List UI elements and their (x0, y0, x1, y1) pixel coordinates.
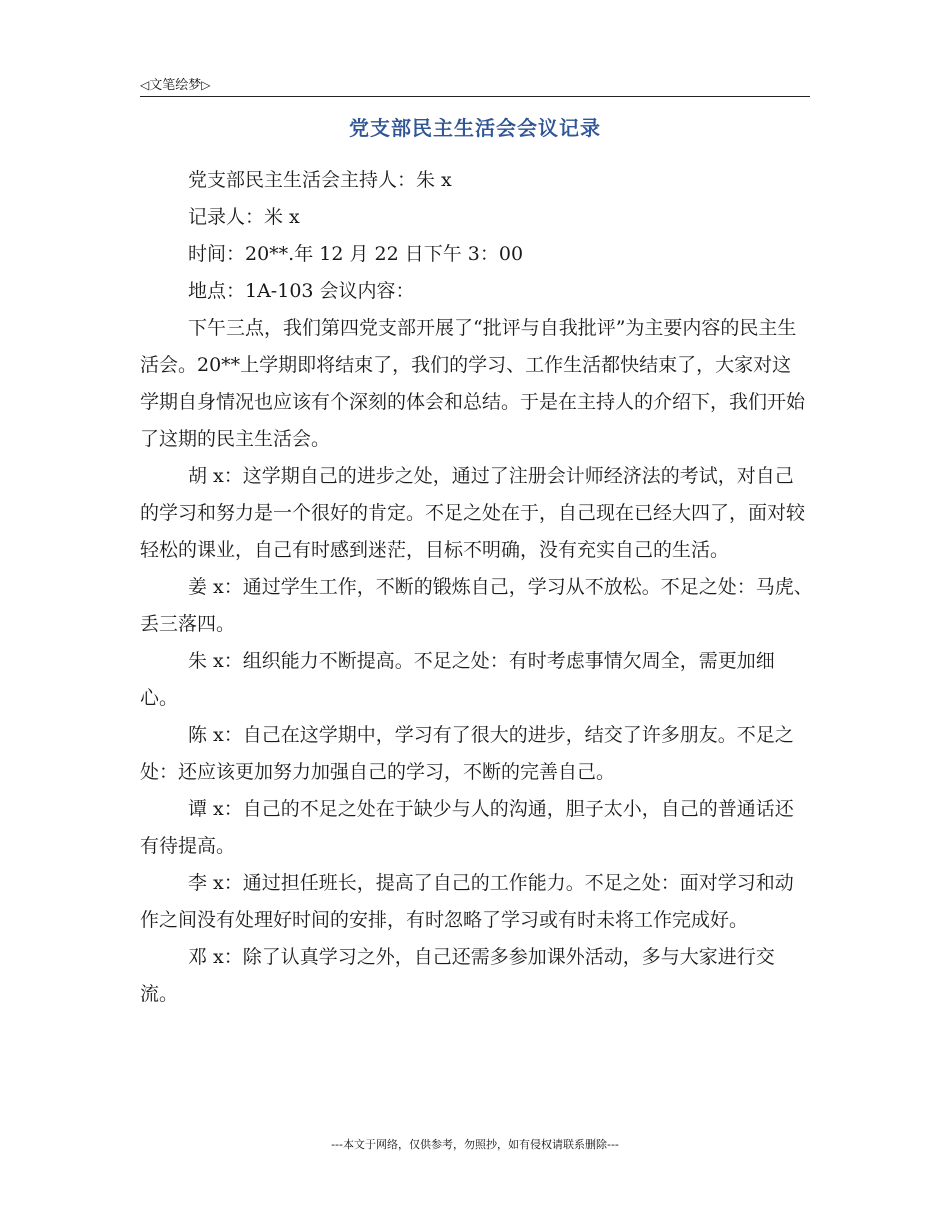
brand-name: 文笔绘梦 (149, 78, 202, 93)
statement-paragraph: 邓 x：除了认真学习之外，自己还需多参加课外活动，多与大家进行交流。 (140, 946, 775, 1005)
meta-location: 地点：1A-103 会议内容： (188, 280, 415, 302)
statement-paragraph: 朱 x：组织能力不断提高。不足之处：有时考虑事情欠周全，需更加细心。 (140, 650, 775, 709)
statement-paragraph: 姜 x：通过学生工作，不断的锻炼自己，学习从不放松。不足之处：马虎、丢三落四。 (140, 576, 813, 635)
header-brand (140, 74, 210, 93)
right-triangle-icon: ▷ (201, 78, 211, 92)
statement-paragraph: 胡 x：这学期自己的进步之处，通过了注册会计师经济法的考试，对自己的学习和努力是一个很好的肯定。不足之处在于，自己现在已经大四了，面对较轻松的课业，自己有时感到迷茫，目标不明确，没有充实自己的生活。 (140, 465, 806, 561)
statement-paragraph: 陈 x：自己在这学期中，学习有了很大的进步，结交了许多朋友。不足之处：还应该更加努力加强自己的学习，不断的完善自己。 (140, 724, 794, 783)
statement-paragraph: 李 x：通过担任班长，提高了自己的工作能力。不足之处：面对学习和动作之间没有处理好时间的安排，有时忽略了学习或有时未将工作完成好。 (140, 872, 794, 931)
left-triangle-icon: ◁ (140, 78, 150, 92)
document-body (140, 162, 830, 1013)
meta-recorder: 记录人：米 x (188, 206, 300, 228)
meta-host: 党支部民主生活会主持人：朱 x (188, 169, 452, 191)
intro-paragraph: 下午三点，我们第四党支部开展了“批评与自我批评”为主要内容的民主生活会。20**上学期即将结束了，我们的学习、工作生活都快结束了，大家对这学期自身情况也应该有个深刻的体会和总结。于是在主持人的介绍下，我们开始了这期的民主生活会。 (140, 317, 806, 450)
statement-paragraph: 谭 x：自己的不足之处在于缺少与人的沟通，胆子太小，自己的普通话还有待提高。 (140, 798, 794, 857)
meta-time: 时间：20**.年 12 月 22 日下午 3：00 (188, 243, 524, 265)
page-header (140, 72, 810, 97)
footer-notice: ---本文于网络，仅供参考，勿照抄，如有侵权请联系删除--- (331, 1138, 619, 1151)
document-title: 党支部民主生活会会议记录 (349, 116, 601, 140)
